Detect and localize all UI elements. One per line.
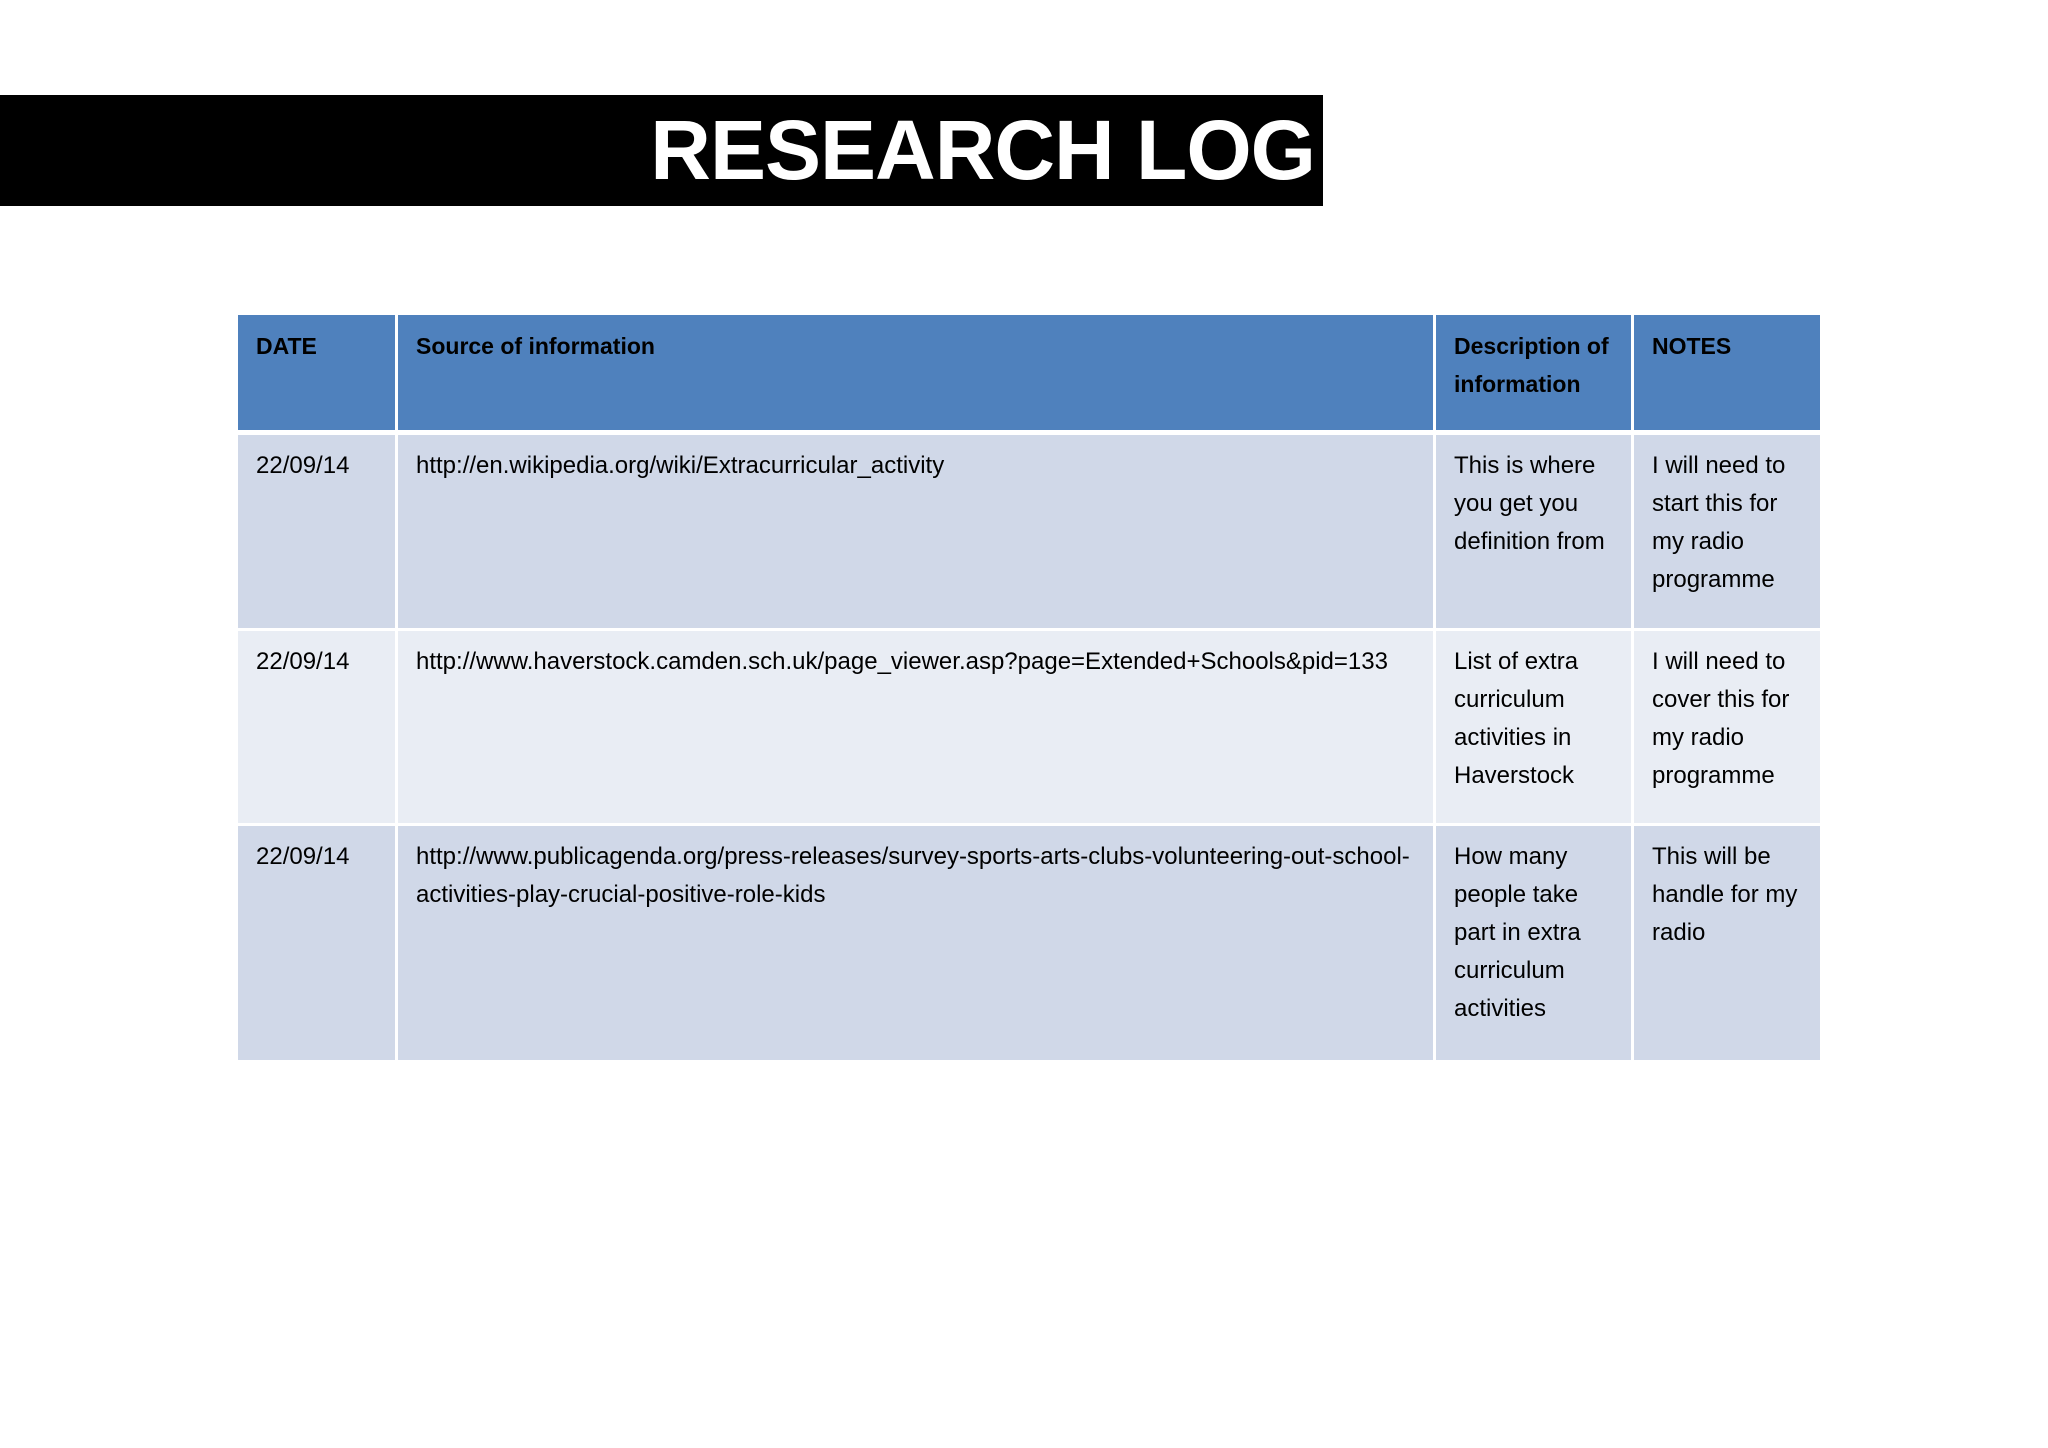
column-header-source: Source of information [398, 315, 1436, 435]
cell-source: http://www.haverstock.camden.sch.uk/page_viewer.asp?page=Extended+Schools&pid=133 [398, 631, 1436, 826]
column-header-date: DATE [238, 315, 398, 435]
table-row [238, 631, 1820, 826]
title-bar [0, 95, 1323, 206]
cell-notes: I will need to cover this for my radio programme [1634, 631, 1820, 826]
research-log-table [238, 315, 1820, 1060]
page-title: RESEARCH LOG [650, 103, 1315, 197]
cell-date: 22/09/14 [238, 631, 398, 826]
column-header-notes: NOTES [1634, 315, 1820, 435]
table-row [238, 826, 1820, 1060]
cell-description: How many people take part in extra curriculum activities [1436, 826, 1634, 1060]
cell-source: http://www.publicagenda.org/press-releases/survey-sports-arts-clubs-volunteering-out-school-activities-play-crucial-positive-role-kids [398, 826, 1436, 1060]
cell-date: 22/09/14 [238, 826, 398, 1060]
column-header-description: Description of information [1436, 315, 1634, 435]
cell-notes: This will be handle for my radio [1634, 826, 1820, 1060]
table-header-row [238, 315, 1820, 435]
cell-description: This is where you get you definition from [1436, 435, 1634, 631]
cell-date: 22/09/14 [238, 435, 398, 631]
cell-source: http://en.wikipedia.org/wiki/Extracurricular_activity [398, 435, 1436, 631]
cell-notes: I will need to start this for my radio programme [1634, 435, 1820, 631]
cell-description: List of extra curriculum activities in Haverstock [1436, 631, 1634, 826]
table-row [238, 435, 1820, 631]
